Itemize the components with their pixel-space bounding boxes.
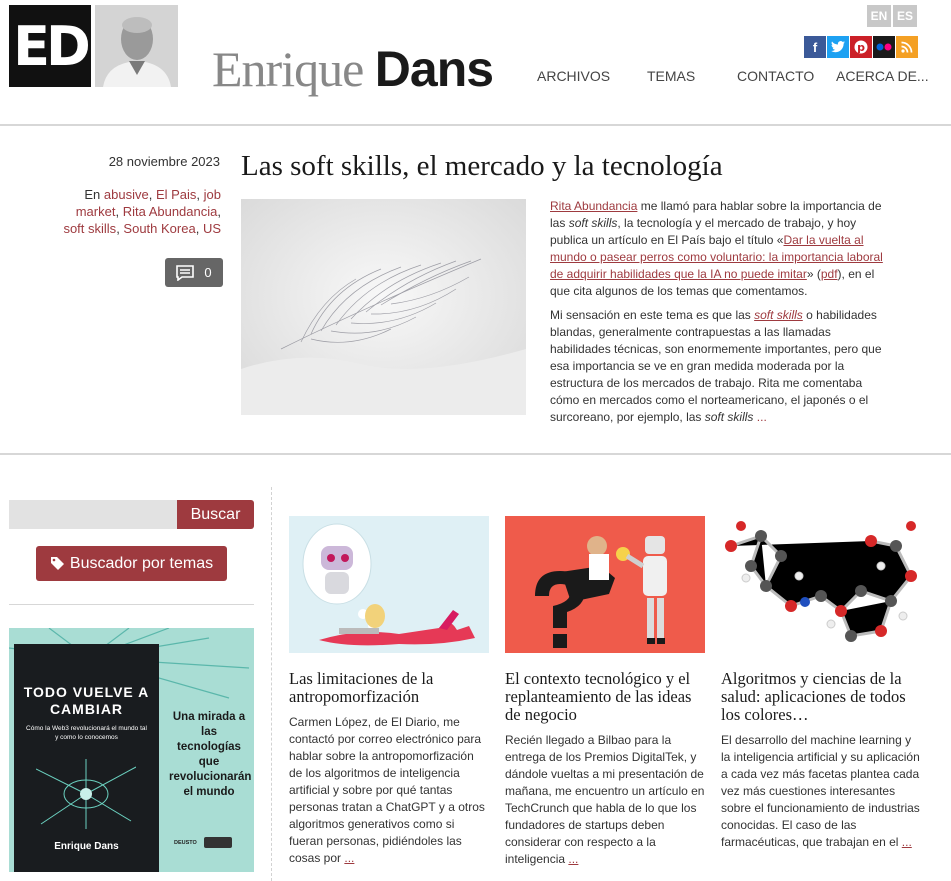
- card-title[interactable]: Las limitaciones de la antropomorfización: [289, 669, 434, 706]
- search-button[interactable]: Buscar: [177, 500, 254, 529]
- nav-acerca-de[interactable]: ACERCA DE...: [836, 68, 929, 84]
- text: » (: [806, 267, 821, 281]
- book-art: [36, 759, 136, 829]
- soft-skills-link[interactable]: soft skills: [754, 308, 803, 322]
- text: ), en el que cita algunos de los temas que comentamos.: [550, 267, 875, 298]
- category-link[interactable]: South Korea: [123, 221, 196, 236]
- post-feather-image[interactable]: [241, 199, 526, 415]
- excerpt-paragraph: [550, 198, 885, 300]
- post-categories: En abusive, El Pais, job market, Rita Abundancia, soft skills, South Korea, US: [63, 187, 221, 236]
- card-image[interactable]: [289, 516, 489, 653]
- excerpt-text: El desarrollo del machine learning y la inteligencia artificial y su aplicación a cada vez más facetas plantea cada vez más cuestiones interesantes sobre el funcionamiento de industrias conocidas. El caso de las farmacéuticas, que trabajan en el: [721, 733, 920, 849]
- book-advert[interactable]: [9, 628, 254, 872]
- text: , la tecnología y el mercado de trabajo, y hoy publica un artículo en El País bajo el título «: [550, 216, 857, 247]
- article-link[interactable]: Dar la vuelta al mundo o pasear perros como voluntario: la importancia laboral de adquirir habilidades que la IA no puede imitar: [550, 233, 883, 281]
- pdf-link[interactable]: pdf: [820, 267, 838, 281]
- pinterest-icon[interactable]: [850, 36, 872, 58]
- book-author: Enrique Dans: [54, 841, 119, 852]
- nav-archivos[interactable]: ARCHIVOS: [537, 68, 611, 84]
- category-link[interactable]: Rita Abundancia: [122, 204, 218, 219]
- topics-search-button[interactable]: [36, 546, 227, 581]
- twitter-icon[interactable]: [827, 36, 849, 58]
- publisher-badge: [204, 837, 232, 848]
- book-subtitle: Cómo la Web3 revolucionará el mundo tal y como lo conocemos: [26, 725, 147, 741]
- book-title: TODO VUELVE A CAMBIAR: [23, 684, 150, 717]
- card-excerpt: [721, 732, 921, 851]
- column-divider: [271, 487, 272, 881]
- category-link[interactable]: US: [202, 221, 221, 236]
- category-link[interactable]: soft skills: [63, 221, 117, 236]
- topics-button-label: Buscador por temas: [69, 554, 214, 572]
- social-links: [804, 36, 918, 58]
- excerpt-text: Carmen López, de El Diario, me contactó por correo electrónico para hablar sobre la antropomorfización de los algoritmos de inteligencia artificial y sobre por qué tantas personas tratan a ChatGPT y a otros algoritmos generativos como si fueran personas, pidiéndoles las cosas por: [289, 715, 485, 865]
- site-title[interactable]: [212, 40, 493, 98]
- comments-button[interactable]: [165, 258, 223, 287]
- post-excerpt: [550, 198, 885, 433]
- category-link[interactable]: abusive: [103, 187, 149, 202]
- logo-text: ED: [13, 14, 87, 78]
- read-more-link[interactable]: ...: [753, 410, 767, 424]
- site-header: [0, 0, 951, 126]
- language-switcher: [867, 5, 917, 27]
- read-more-link[interactable]: ...: [901, 835, 912, 849]
- comment-icon: [176, 265, 194, 281]
- rita-abundancia-link[interactable]: Rita Abundancia: [550, 199, 638, 213]
- site-title-last: Dans: [374, 41, 494, 97]
- book-publisher: DEUSTO: [174, 840, 197, 846]
- svg-text:p: p: [857, 41, 865, 54]
- comment-count: 0: [204, 265, 212, 280]
- card-title[interactable]: Algoritmos y ciencias de la salud: aplicaciones de todos los colores…: [721, 669, 906, 724]
- book-tagline: Una mirada a las tecnologías que revolucionarán el mundo: [169, 711, 252, 798]
- divider: [9, 604, 254, 605]
- card-title[interactable]: El contexto tecnológico y el replanteamiento de las ideas de negocio: [505, 669, 692, 724]
- read-more-link[interactable]: ...: [568, 852, 579, 866]
- card-image[interactable]: [721, 516, 921, 653]
- post-card: [721, 516, 921, 851]
- excerpt-paragraph: [550, 307, 885, 426]
- post-title[interactable]: Las soft skills, el mercado y la tecnología: [241, 150, 723, 182]
- tag-icon: [50, 556, 65, 571]
- nav-temas[interactable]: TEMAS: [647, 68, 696, 84]
- category-prefix: En: [84, 187, 101, 202]
- nav-contacto[interactable]: CONTACTO: [737, 68, 815, 84]
- card-image[interactable]: [505, 516, 705, 653]
- category-link[interactable]: job market: [75, 187, 221, 219]
- rss-icon[interactable]: [896, 36, 918, 58]
- text: Mi sensación en este tema es que las: [550, 308, 755, 322]
- facebook-icon[interactable]: f: [804, 36, 826, 58]
- post-card: [289, 516, 489, 867]
- card-excerpt: [505, 732, 705, 868]
- lang-en-button[interactable]: EN: [867, 5, 891, 27]
- emphasis: soft skills: [704, 410, 754, 424]
- read-more-link[interactable]: ...: [344, 851, 355, 865]
- excerpt-text: Recién llegado a Bilbao para la entrega de los Premios DigitalTek, y dándole vueltas a mi presentación de mañana, me encuentro un artículo en TechCrunch que habla de lo que los fundadores de startups deben considerar con respecto a la inteligencia: [505, 733, 705, 866]
- post-card: [505, 516, 705, 868]
- category-link[interactable]: El Pais: [155, 187, 197, 202]
- flickr-icon[interactable]: [873, 36, 895, 58]
- book-cover: [14, 644, 159, 872]
- featured-post: [0, 128, 951, 455]
- text: o habilidades blandas, generalmente contrapuestas a las llamadas habilidades técnicas, son enormemente importantes, pero que esa importancia se ve en gran medida moderada por la estructura de los mercados de trabajo. Rita me comentaba cómo en mercados como el norteamericano, el japonés o el surcoreano, por ejemplo, las: [550, 308, 882, 424]
- search-input[interactable]: [9, 500, 177, 529]
- lang-es-button[interactable]: ES: [893, 5, 917, 27]
- emphasis: soft skills: [568, 216, 618, 230]
- text: me llamó para hablar sobre la importancia de las: [550, 199, 882, 230]
- post-date: 28 noviembre 2023: [108, 154, 220, 169]
- author-portrait: [95, 5, 178, 87]
- site-logo[interactable]: [9, 5, 91, 87]
- site-title-first: Enrique: [212, 41, 364, 97]
- card-excerpt: [289, 714, 489, 867]
